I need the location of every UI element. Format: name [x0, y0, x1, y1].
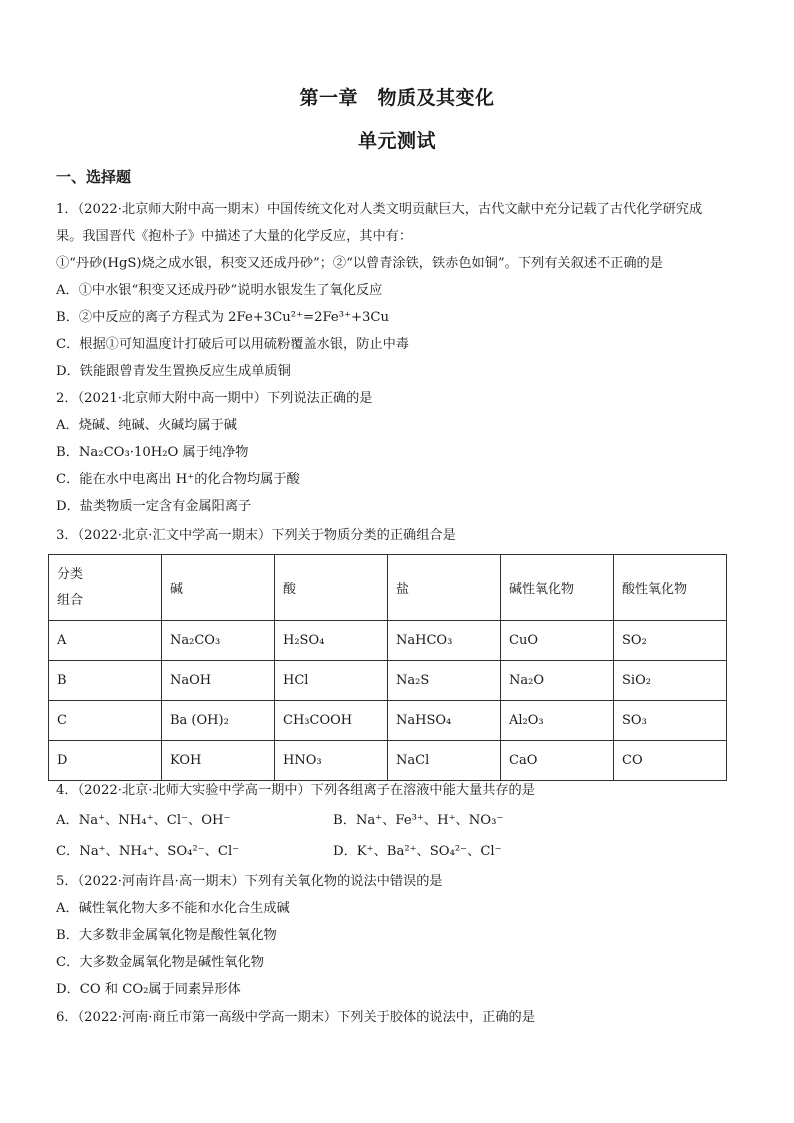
table-cell: HNO₃	[275, 741, 388, 781]
q2-option-d: D．盐类物质一定含有金属阳离子	[56, 499, 252, 514]
table-cell: B	[49, 661, 162, 701]
q5-option-b: B．大多数非金属氧化物是酸性氧化物	[56, 928, 277, 943]
q1-option-b: B．②中反应的离子方程式为 2Fe+3Cu²⁺=2Fe³⁺+3Cu	[56, 310, 389, 325]
classification-table	[48, 554, 727, 781]
q5-option-a: A．碱性氧化物大多不能和水化合生成碱	[56, 901, 290, 916]
table-cell: Na₂S	[388, 661, 501, 701]
table-cell: A	[49, 621, 162, 661]
column-header: 酸性氧化物	[614, 555, 727, 621]
table-row	[49, 621, 727, 661]
table-cell: KOH	[162, 741, 275, 781]
table-cell: HCl	[275, 661, 388, 701]
chapter-title: 第一章 物质及其变化	[299, 87, 495, 109]
table-cell: D	[49, 741, 162, 781]
table-row	[49, 701, 727, 741]
table-cell: Al₂O₃	[501, 701, 614, 741]
q5-stem: 5．（2022·河南许昌·高一期末）下列有关氧化物的说法中错误的是	[56, 874, 443, 889]
q4-option-b: B．Na⁺、Fe³⁺、H⁺、NO₃⁻	[333, 813, 504, 828]
q1-option-c: C．根据①可知温度计打破后可以用硫粉覆盖水银，防止中毒	[56, 337, 409, 352]
q4-stem: 4．（2022·北京·北师大实验中学高一期中）下列各组离子在溶液中能大量共存的是	[56, 783, 535, 798]
page-subtitle: 单元测试	[357, 130, 436, 152]
q5-option-d: D．CO 和 CO₂属于同素异形体	[56, 982, 241, 997]
table-row	[49, 661, 727, 701]
table-cell: Na₂CO₃	[162, 621, 275, 661]
q1-stem-line1: 1．（2022·北京师大附中高一期末）中国传统文化对人类文明贡献巨大，古代文献中充分记载了古代化学研究成	[56, 202, 703, 217]
q4-option-a: A．Na⁺、NH₄⁺、Cl⁻、OH⁻	[56, 813, 231, 828]
table-cell: NaOH	[162, 661, 275, 701]
table-cell: CaO	[501, 741, 614, 781]
section-heading: 一、选择题	[56, 168, 132, 186]
table-cell: CH₃COOH	[275, 701, 388, 741]
q1-stem-line3: ①“丹砂(HgS)烧之成水银，积变又还成丹砂”；②“以曾青涂铁，铁赤色如铜”。下列有关叙述不正确的是	[56, 256, 663, 271]
table-cell: CO	[614, 741, 727, 781]
table-cell: SO₃	[614, 701, 727, 741]
q2-stem: 2．（2021·北京师大附中高一期中）下列说法正确的是	[56, 391, 373, 406]
column-header: 碱	[162, 555, 275, 621]
table-corner-cell	[49, 555, 162, 621]
column-header: 盐	[388, 555, 501, 621]
table-cell: Na₂O	[501, 661, 614, 701]
header-label-group: 组合	[57, 592, 84, 608]
column-header: 酸	[275, 555, 388, 621]
q2-option-c: C．能在水中电离出 H⁺的化合物均属于酸	[56, 472, 300, 487]
table-cell: NaHCO₃	[388, 621, 501, 661]
table-cell: SiO₂	[614, 661, 727, 701]
table-cell: C	[49, 701, 162, 741]
q4-option-c: C．Na⁺、NH₄⁺、SO₄²⁻、Cl⁻	[56, 844, 240, 859]
q6-stem: 6．（2022·河南·商丘市第一高级中学高一期末）下列关于胶体的说法中，正确的是	[56, 1010, 535, 1025]
q2-option-a: A．烧碱、纯碱、火碱均属于碱	[56, 418, 237, 433]
header-label-category: 分类	[57, 566, 84, 582]
column-header: 碱性氧化物	[501, 555, 614, 621]
table-header-row	[49, 555, 727, 621]
table-cell: CuO	[501, 621, 614, 661]
table-cell: NaHSO₄	[388, 701, 501, 741]
q1-stem-line2: 果。我国晋代《抱朴子》中描述了大量的化学反应，其中有：	[56, 229, 413, 244]
table-cell: SO₂	[614, 621, 727, 661]
q4-option-d: D．K⁺、Ba²⁺、SO₄²⁻、Cl⁻	[333, 844, 502, 859]
table-cell: H₂SO₄	[275, 621, 388, 661]
q3-stem: 3．（2022·北京·汇文中学高一期末）下列关于物质分类的正确组合是	[56, 528, 456, 543]
table-row	[49, 741, 727, 781]
q5-option-c: C．大多数金属氧化物是碱性氧化物	[56, 955, 264, 970]
table-cell: NaCl	[388, 741, 501, 781]
q1-option-a: A．①中水银“积变又还成丹砂”说明水银发生了氧化反应	[56, 283, 383, 298]
q1-option-d: D．铁能跟曾青发生置换反应生成单质铜	[56, 364, 291, 379]
table-cell: Ba (OH)₂	[162, 701, 275, 741]
q2-option-b: B．Na₂CO₃·10H₂O 属于纯净物	[56, 445, 249, 460]
